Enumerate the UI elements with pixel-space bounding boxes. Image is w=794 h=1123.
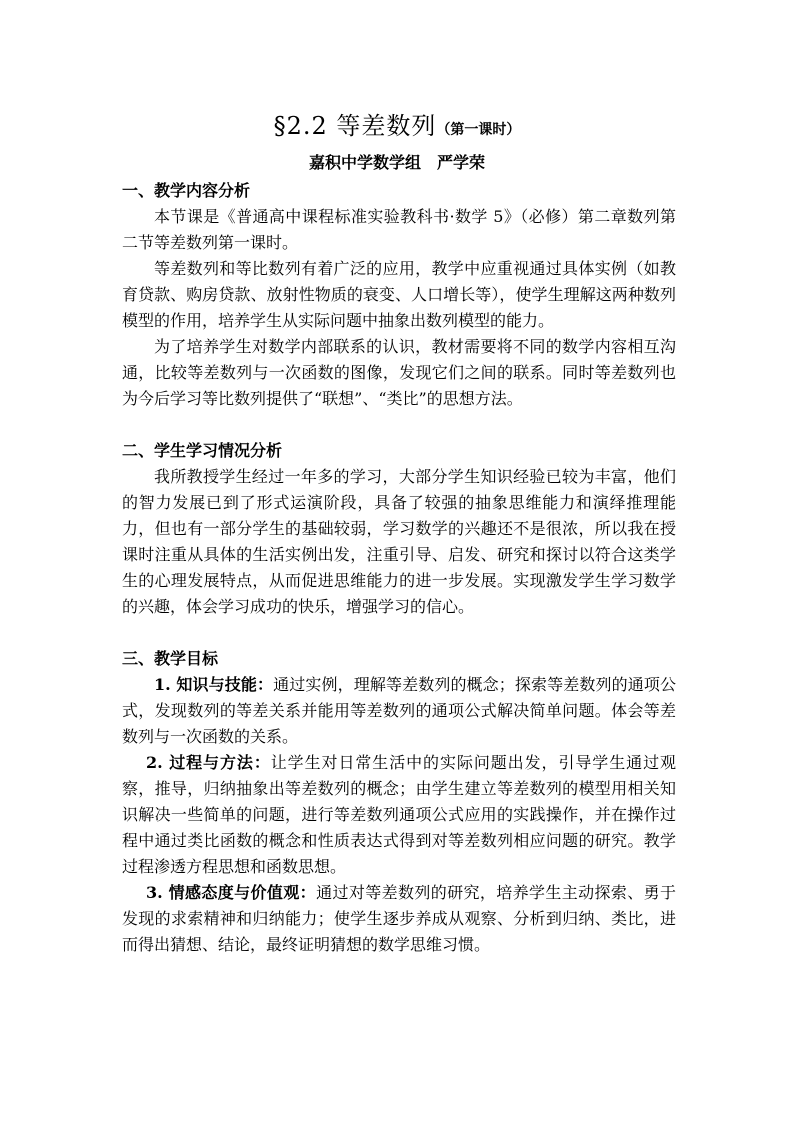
paragraph: 本节课是《普通高中课程标准实验教科书·数学 5》（必修）第二章数列第二节等差数列第一课时。 bbox=[122, 207, 676, 252]
goal-label: 3. 情感态度与价值观： bbox=[146, 883, 317, 902]
goal-process-method bbox=[122, 750, 676, 880]
paragraph: 为了培养学生对数学内部联系的认识，教材需要将不同的数学内容相互沟通，比较等差数列与一次函数的图像，发现它们之间的联系。同时等差数列也为今后学习等比数列提供了“联想”、“类比”的思想方法。 bbox=[122, 337, 676, 408]
document-body bbox=[122, 178, 676, 958]
title-main: §2.2 等差数列 bbox=[273, 112, 437, 140]
author-name: 严学荣 bbox=[437, 153, 486, 172]
goal-text: 通过对等差数列的研究，培养学生主动探索、勇于发现的求索精神和归纳能力；使学生逐步养成从观察、分析到归纳、类比，进而得出猜想、结论，最终证明猜想的数学思维习惯。 bbox=[122, 883, 676, 954]
goal-text: 让学生对日常生活中的实际问题出发，引导学生通过观察，推导，归纳抽象出等差数列的概念；由学生建立等差数列的模型用相关知识解决一些简单的问题，进行等差数列通项公式应用的实践操作，并在操作过程中通过类比函数的概念和性质表达式得到对等差数列相应问题的研究。教学过程渗透方程思想和函数思想。 bbox=[122, 753, 676, 876]
section-heading-content-analysis: 一、教学内容分析 bbox=[122, 181, 251, 200]
section-heading-student-analysis: 二、学生学习情况分析 bbox=[122, 441, 283, 460]
author-line bbox=[0, 150, 794, 173]
paragraph: 我所教授学生经过一年多的学习，大部分学生知识经验已较为丰富，他们的智力发展已到了形式运演阶段，具备了较强的抽象思维能力和演绎推理能力，但也有一部分学生的基础较弱，学习数学的兴趣还不是很浓，所以我在授课时注重从具体的生活实例出发，注重引导、启发、研究和探讨以符合这类学生的心理发展特点，从而促进思维能力的进一步发展。实现激发学生学习数学的兴趣，体会学习成功的快乐，增强学习的信心。 bbox=[122, 467, 676, 616]
goal-knowledge-skills bbox=[122, 672, 676, 750]
document-title bbox=[0, 106, 794, 141]
goal-text: 通过实例，理解等差数列的概念；探索等差数列的通项公式，发现数列的等差关系并能用等差数列的通项公式解决简单问题。体会等差数列与一次函数的关系。 bbox=[122, 675, 676, 746]
author-group: 嘉积中学数学组 bbox=[308, 153, 421, 172]
goal-label: 2. 过程与方法： bbox=[146, 753, 271, 772]
goal-emotion-values bbox=[122, 880, 676, 958]
title-subtitle: （第一课时） bbox=[436, 122, 521, 138]
goal-label: 1. 知识与技能： bbox=[154, 675, 274, 694]
paragraph: 等差数列和等比数列有着广泛的应用，教学中应重视通过具体实例（如教育贷款、购房贷款、放射性物质的衰变、人口增长等），使学生理解这两种数列模型的作用，培养学生从实际问题中抽象出数列模型的能力。 bbox=[122, 259, 676, 330]
section-heading-teaching-goals: 三、教学目标 bbox=[122, 649, 219, 668]
